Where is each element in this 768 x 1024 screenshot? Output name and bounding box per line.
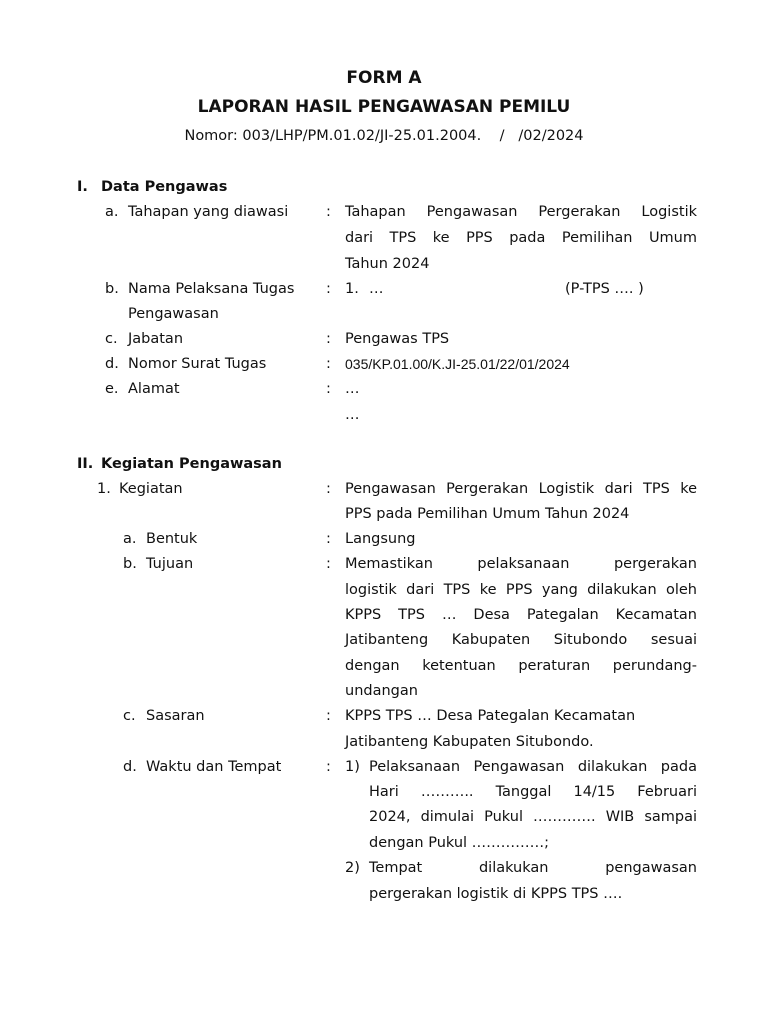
item-c-colon: : xyxy=(326,331,331,347)
waktu-colon: : xyxy=(326,759,331,775)
item-b-value-name: … xyxy=(369,281,384,297)
waktu-item-2-number: 2) xyxy=(345,860,360,876)
sasaran-letter: c. xyxy=(123,708,136,724)
sasaran-colon: : xyxy=(326,708,331,724)
bentuk-value: Langsung xyxy=(345,531,416,547)
kegiatan-colon: : xyxy=(326,481,331,497)
item-d-letter: d. xyxy=(105,356,119,372)
tujuan-letter: b. xyxy=(123,556,137,572)
waktu-item-1-line: 2024, dimulai Pukul …………. WIB sampai xyxy=(369,809,697,825)
tujuan-value-line: undangan xyxy=(345,683,418,699)
item-d-colon: : xyxy=(326,356,331,372)
kegiatan-number: 1. xyxy=(97,481,111,497)
tujuan-value-line: dengan ketentuan peraturan perundang- xyxy=(345,658,697,674)
bentuk-label: Bentuk xyxy=(146,531,198,547)
waktu-label: Waktu dan Tempat xyxy=(146,759,282,775)
item-c-label: Jabatan xyxy=(128,331,184,347)
item-a-label: Tahapan yang diawasi xyxy=(128,204,289,220)
bentuk-colon: : xyxy=(326,531,331,547)
kegiatan-value-line: Pengawasan Pergerakan Logistik dari TPS ke xyxy=(345,481,697,497)
item-c-letter: c. xyxy=(105,331,118,347)
kegiatan-label: Kegiatan xyxy=(119,481,183,497)
item-e-colon: : xyxy=(326,381,331,397)
item-e-value-line: … xyxy=(345,381,360,397)
waktu-letter: d. xyxy=(123,759,137,775)
section-1-title: Data Pengawas xyxy=(101,179,228,195)
document-title: LAPORAN HASIL PENGAWASAN PEMILU xyxy=(197,97,571,117)
form-label: FORM A xyxy=(346,68,422,88)
tujuan-value-line: Jatibanteng Kabupaten Situbondo sesuai xyxy=(345,632,697,648)
item-a-colon: : xyxy=(326,204,331,220)
item-b-letter: b. xyxy=(105,281,119,297)
item-b-value-number: 1. xyxy=(345,281,359,297)
kegiatan-value-line: PPS pada Pemilihan Umum Tahun 2024 xyxy=(345,506,630,522)
item-c-value: Pengawas TPS xyxy=(345,331,450,347)
item-d-label: Nomor Surat Tugas xyxy=(128,356,267,372)
item-e-label: Alamat xyxy=(128,381,180,397)
item-e-letter: e. xyxy=(105,381,119,397)
tujuan-value-line: KPPS TPS … Desa Pategalan Kecamatan xyxy=(345,607,697,623)
waktu-item-1-line: dengan Pukul ……………; xyxy=(369,835,550,851)
waktu-item-2-line: Tempat dilakukan pengawasan xyxy=(369,860,697,876)
waktu-item-2-line: pergerakan logistik di KPPS TPS …. xyxy=(369,886,623,902)
item-a-value-line: dari TPS ke PPS pada Pemilihan Umum xyxy=(345,230,697,246)
sasaran-value-line: Jatibanteng Kabupaten Situbondo. xyxy=(345,734,594,750)
waktu-item-1-line: Hari ……….. Tanggal 14/15 Februari xyxy=(369,784,697,800)
item-a-value-line: Tahapan Pengawasan Pergerakan Logistik xyxy=(345,204,697,220)
tujuan-value-line: logistik dari TPS ke PPS yang dilakukan oleh xyxy=(345,582,697,598)
section-1-numeral: I. xyxy=(77,179,88,195)
tujuan-label: Tujuan xyxy=(146,556,194,572)
tujuan-value-line: Memastikan pelaksanaan pergerakan xyxy=(345,556,697,572)
waktu-item-1-line: Pelaksanaan Pengawasan dilakukan pada xyxy=(369,759,697,775)
item-e-value-line: … xyxy=(345,407,360,423)
item-b-colon: : xyxy=(326,281,331,297)
bentuk-letter: a. xyxy=(123,531,137,547)
sasaran-label: Sasaran xyxy=(146,708,205,724)
document-number: Nomor: 003/LHP/PM.01.02/JI-25.01.2004. / /02/2024 xyxy=(184,128,584,144)
tujuan-colon: : xyxy=(326,556,331,572)
item-b-value-tps: (P-TPS …. ) xyxy=(565,281,644,297)
section-2-title: Kegiatan Pengawasan xyxy=(101,456,282,472)
item-a-letter: a. xyxy=(105,204,119,220)
item-a-value-line: Tahun 2024 xyxy=(345,256,430,272)
section-2-numeral: II. xyxy=(77,456,94,472)
item-b-label-line: Nama Pelaksana Tugas xyxy=(128,281,295,297)
sasaran-value-line: KPPS TPS … Desa Pategalan Kecamatan xyxy=(345,708,636,724)
item-b-label-line: Pengawasan xyxy=(128,306,219,322)
waktu-item-1-number: 1) xyxy=(345,759,360,775)
item-d-value: 035/KP.01.00/K.JI-25.01/22/01/2024 xyxy=(345,356,570,372)
